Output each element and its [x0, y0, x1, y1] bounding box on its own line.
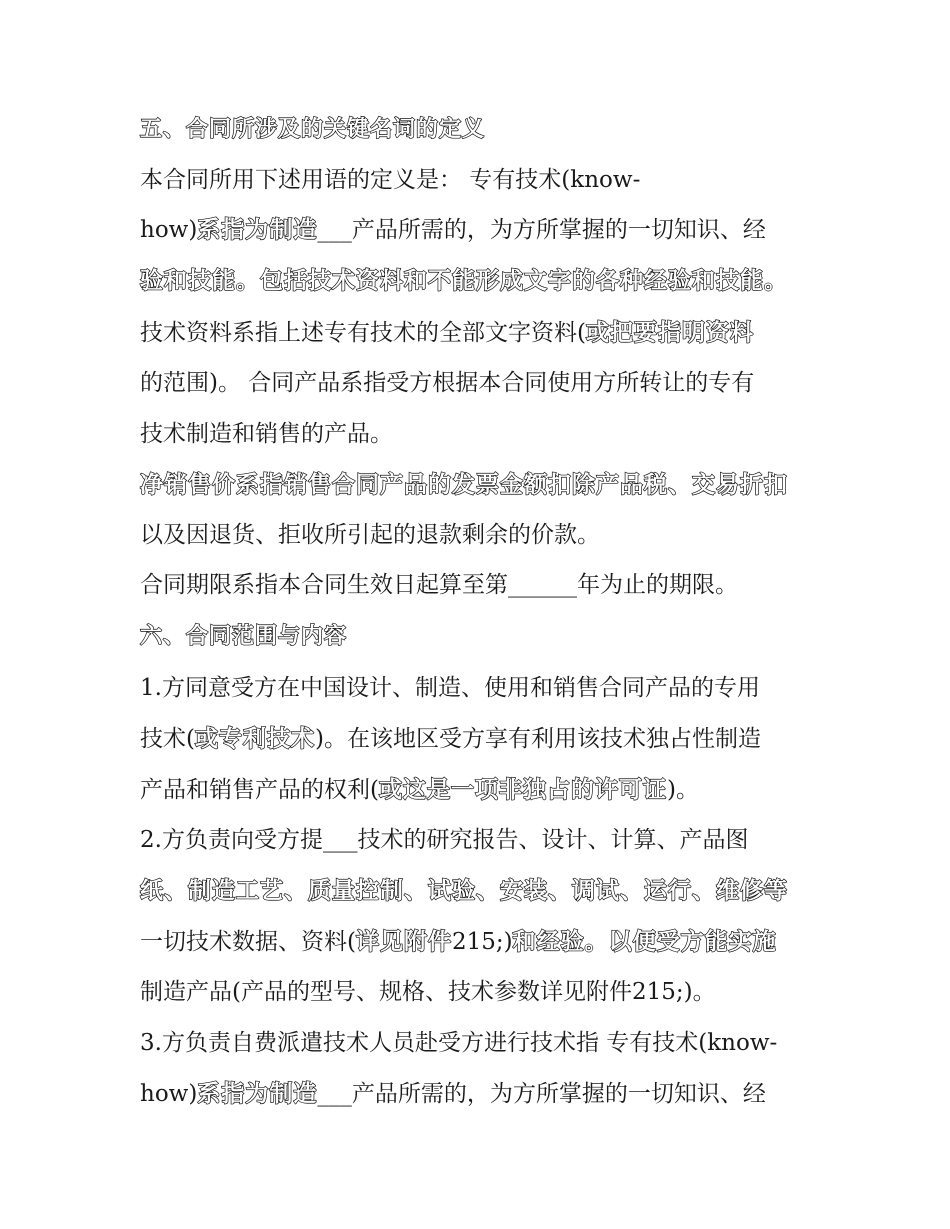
paragraph-line [140, 165, 640, 195]
paragraph-line [140, 419, 393, 449]
section-heading-5 [140, 115, 485, 145]
text-segment: ___产品所需的，为方所掌握的一切知识、经 [317, 217, 766, 243]
text-segment: )。在该地区受方享有利用该技术独占性制造 [314, 726, 761, 752]
text-segment: 3.方负责自费派遣技术人员赴受方进行技术指 专有技术(know- [140, 1030, 778, 1056]
text-segment: 1.方同意受方在中国设计、制造、使用和销售合同产品的专用 [140, 675, 760, 701]
paragraph-line [140, 266, 788, 296]
text-segment: 或专利技术 [194, 726, 315, 752]
text-segment: 技术资料系指上述专有技术的全部文字资料( [140, 320, 586, 346]
text-segment: )。 [666, 777, 699, 803]
paragraph-line [140, 876, 788, 906]
text-segment: 或把要指明资料 [585, 320, 754, 346]
paragraph-line [140, 977, 716, 1007]
paragraph-line [140, 1079, 766, 1109]
text-segment: 本合同所用下述用语的定义是： 专有技术(know- [140, 167, 641, 193]
paragraph-line [140, 470, 788, 500]
text-segment: 六、合同范围与内容 [140, 624, 348, 649]
text-segment: 产品和销售产品的权利( [140, 777, 379, 803]
paragraph-line [140, 825, 748, 855]
paragraph-line [140, 215, 766, 245]
paragraph-line [140, 724, 761, 754]
text-segment: 或这是一项非独占的许可证 [378, 777, 667, 803]
paragraph-line [140, 520, 600, 550]
text-segment: how) [140, 1081, 198, 1107]
text-segment: 系指为制造 [197, 1081, 318, 1107]
paragraph-line [140, 673, 760, 703]
section-heading-6 [140, 622, 347, 652]
text-segment: 五、合同所涉及的关键名词的定义 [140, 117, 486, 142]
paragraph-line [140, 1028, 777, 1058]
text-segment: 验和技能。包括技术资料和不能形成文字的各种经验和技能。 [140, 268, 788, 294]
paragraph-line [140, 368, 754, 398]
text-segment: 的范围)。 合同产品系指受方根据本合同使用方所转让的专有 [140, 370, 755, 396]
paragraph-line [140, 570, 738, 600]
text-segment: 2.方负责向受方提___技术的研究报告、设计、计算、产品图 [140, 827, 749, 853]
text-segment: 215;) [451, 929, 513, 955]
text-segment: 以及因退货、拒收所引起的退款剩余的价款。 [140, 522, 600, 548]
text-segment: ___产品所需的，为方所掌握的一切知识、经 [317, 1081, 766, 1107]
text-segment: how) [140, 217, 198, 243]
text-segment: 技术制造和销售的产品。 [140, 421, 393, 447]
text-segment: 技术( [140, 726, 195, 752]
paragraph-line [140, 927, 777, 957]
text-segment: 系指为制造 [197, 217, 318, 243]
text-segment: 合同期限系指本合同生效日起算至第______年为止的期限。 [140, 572, 738, 598]
text-segment: 一切技术数据、资料( [140, 929, 356, 955]
text-segment: 净销售价系指销售合同产品的发票金额扣除产品税、交易折扣 [140, 472, 788, 498]
text-segment: 和经验。以便受方能实施 [512, 929, 777, 955]
text-segment: 纸、制造工艺、质量控制、试验、安装、调试、运行、维修等 [140, 878, 788, 904]
text-segment: 详见附件 [355, 929, 452, 955]
paragraph-line [140, 775, 699, 805]
text-segment: 制造产品(产品的型号、规格、技术参数详见附件215;)。 [140, 979, 716, 1005]
paragraph-line [140, 318, 754, 348]
